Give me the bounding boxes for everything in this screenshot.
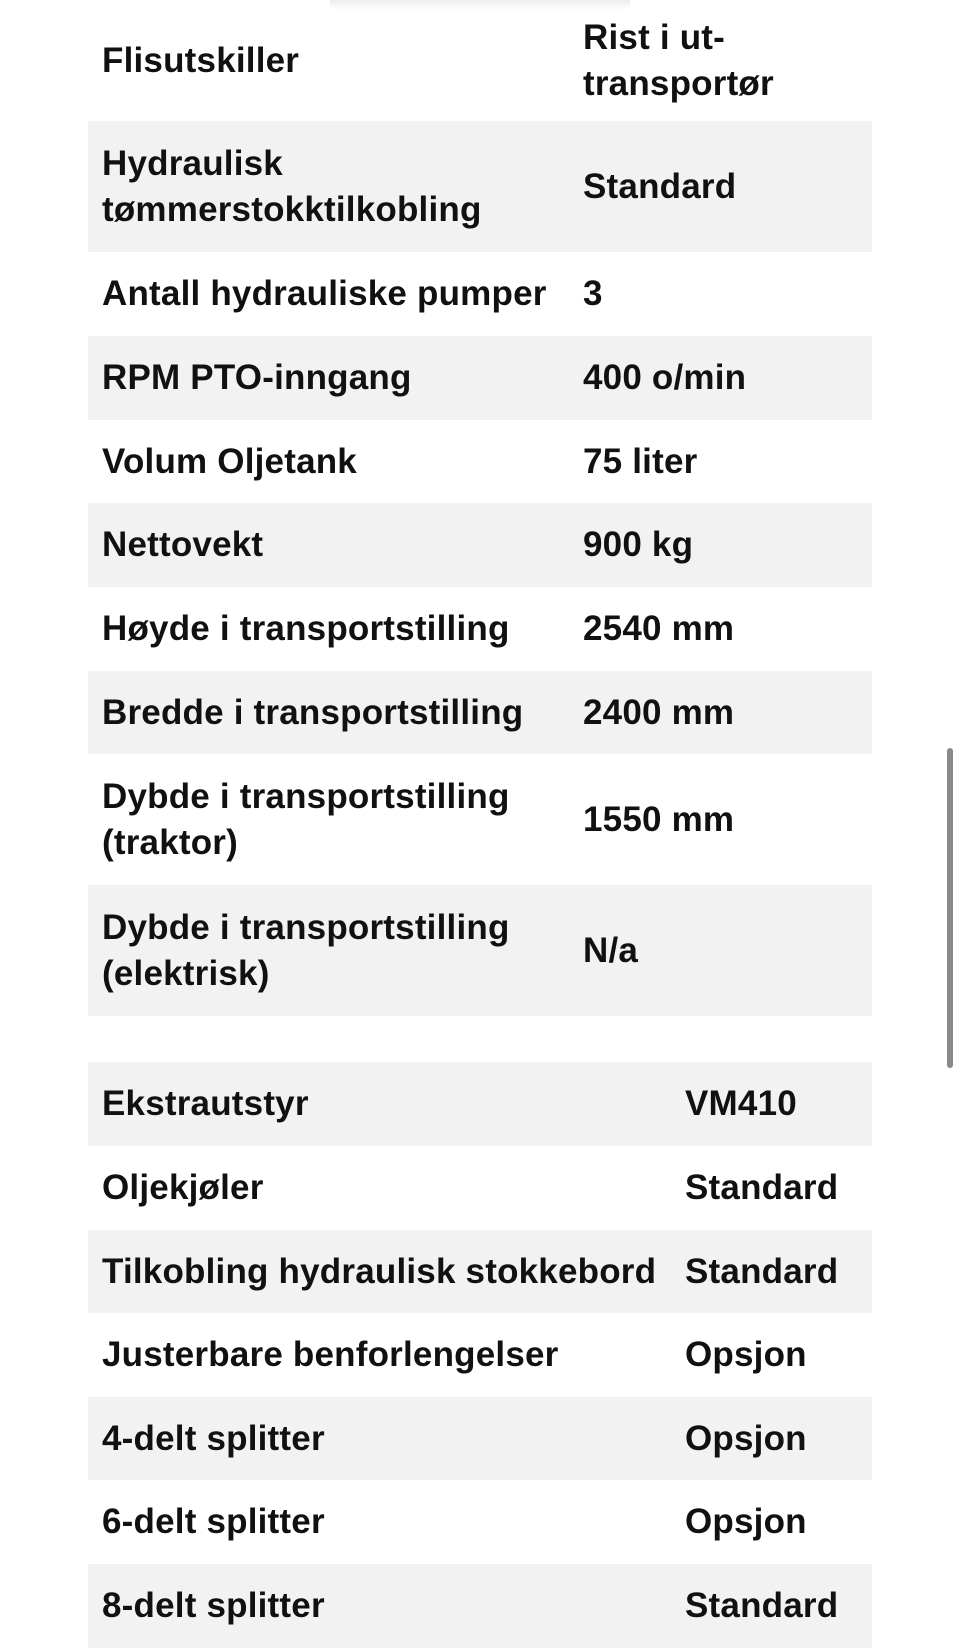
spec-value: Rist i ut-transportør: [583, 17, 774, 103]
extra-label: 4-delt splitter: [88, 1397, 684, 1480]
spec-label: Flisutskiller: [102, 40, 300, 80]
table-row: [88, 587, 872, 671]
extra-label: Tilkobling hydraulisk stokkebord: [88, 1230, 684, 1313]
extras-header-label: Ekstrautstyr: [88, 1062, 684, 1146]
table-row: [88, 420, 872, 503]
table-row: [88, 1564, 872, 1648]
table-row: [88, 0, 872, 121]
spec-label: Høyde i transportstilling: [102, 609, 510, 648]
extra-value: Standard: [684, 1230, 872, 1313]
spec-label: Volum Oljetank: [102, 441, 357, 481]
table-header-row: [88, 1062, 872, 1146]
spec-label: Bredde i transportstilling: [88, 671, 581, 754]
spec-value: 2400 mm: [581, 671, 872, 754]
table-row: [88, 252, 872, 336]
table-row: [88, 885, 872, 1016]
spec-value: 1550 mm: [583, 799, 735, 839]
spec-label: Dybde i transportstilling (elektrisk): [88, 885, 581, 1016]
table-row: [88, 1397, 872, 1480]
table-row: [88, 671, 872, 754]
extra-label: 6-delt splitter: [102, 1502, 325, 1541]
spec-value: N/a: [581, 885, 872, 1016]
spec-value: 75 liter: [583, 441, 698, 481]
spec-value: 3: [583, 274, 603, 313]
spec-value: 900 kg: [581, 503, 872, 587]
specs-table: [88, 0, 872, 1016]
extras-header-model: VM410: [684, 1062, 872, 1146]
extra-label: 8-delt splitter: [88, 1564, 684, 1648]
spec-label: Antall hydrauliske pumper: [102, 274, 547, 313]
extra-value: Standard: [684, 1564, 872, 1648]
extra-value: Opsjon: [684, 1397, 872, 1480]
extra-label: Justerbare benforlengelser: [102, 1335, 559, 1374]
table-row: [88, 503, 872, 587]
spec-label: Nettovekt: [88, 503, 581, 587]
extras-table: [88, 1062, 872, 1648]
table-row: [88, 1313, 872, 1397]
spec-label: Hydraulisk tømmerstokktilkobling: [88, 121, 581, 252]
spec-label: Dybde i transportstilling (traktor): [102, 776, 510, 862]
extra-value: Opsjon: [685, 1335, 807, 1374]
spec-value: 400 o/min: [581, 336, 872, 420]
extra-value: Opsjon: [685, 1502, 807, 1541]
table-row: [88, 1146, 872, 1230]
table-row: [88, 754, 872, 885]
table-row: [88, 336, 872, 420]
table-row: [88, 121, 872, 252]
table-row: [88, 1480, 872, 1564]
spec-value: Standard: [581, 121, 872, 252]
table-row: [88, 1230, 872, 1313]
spec-label: RPM PTO-inngang: [88, 336, 581, 420]
extra-value: Standard: [685, 1168, 839, 1207]
spec-value: 2540 mm: [583, 609, 735, 648]
vertical-scrollbar[interactable]: [947, 748, 953, 1068]
extra-label: Oljekjøler: [102, 1168, 264, 1207]
